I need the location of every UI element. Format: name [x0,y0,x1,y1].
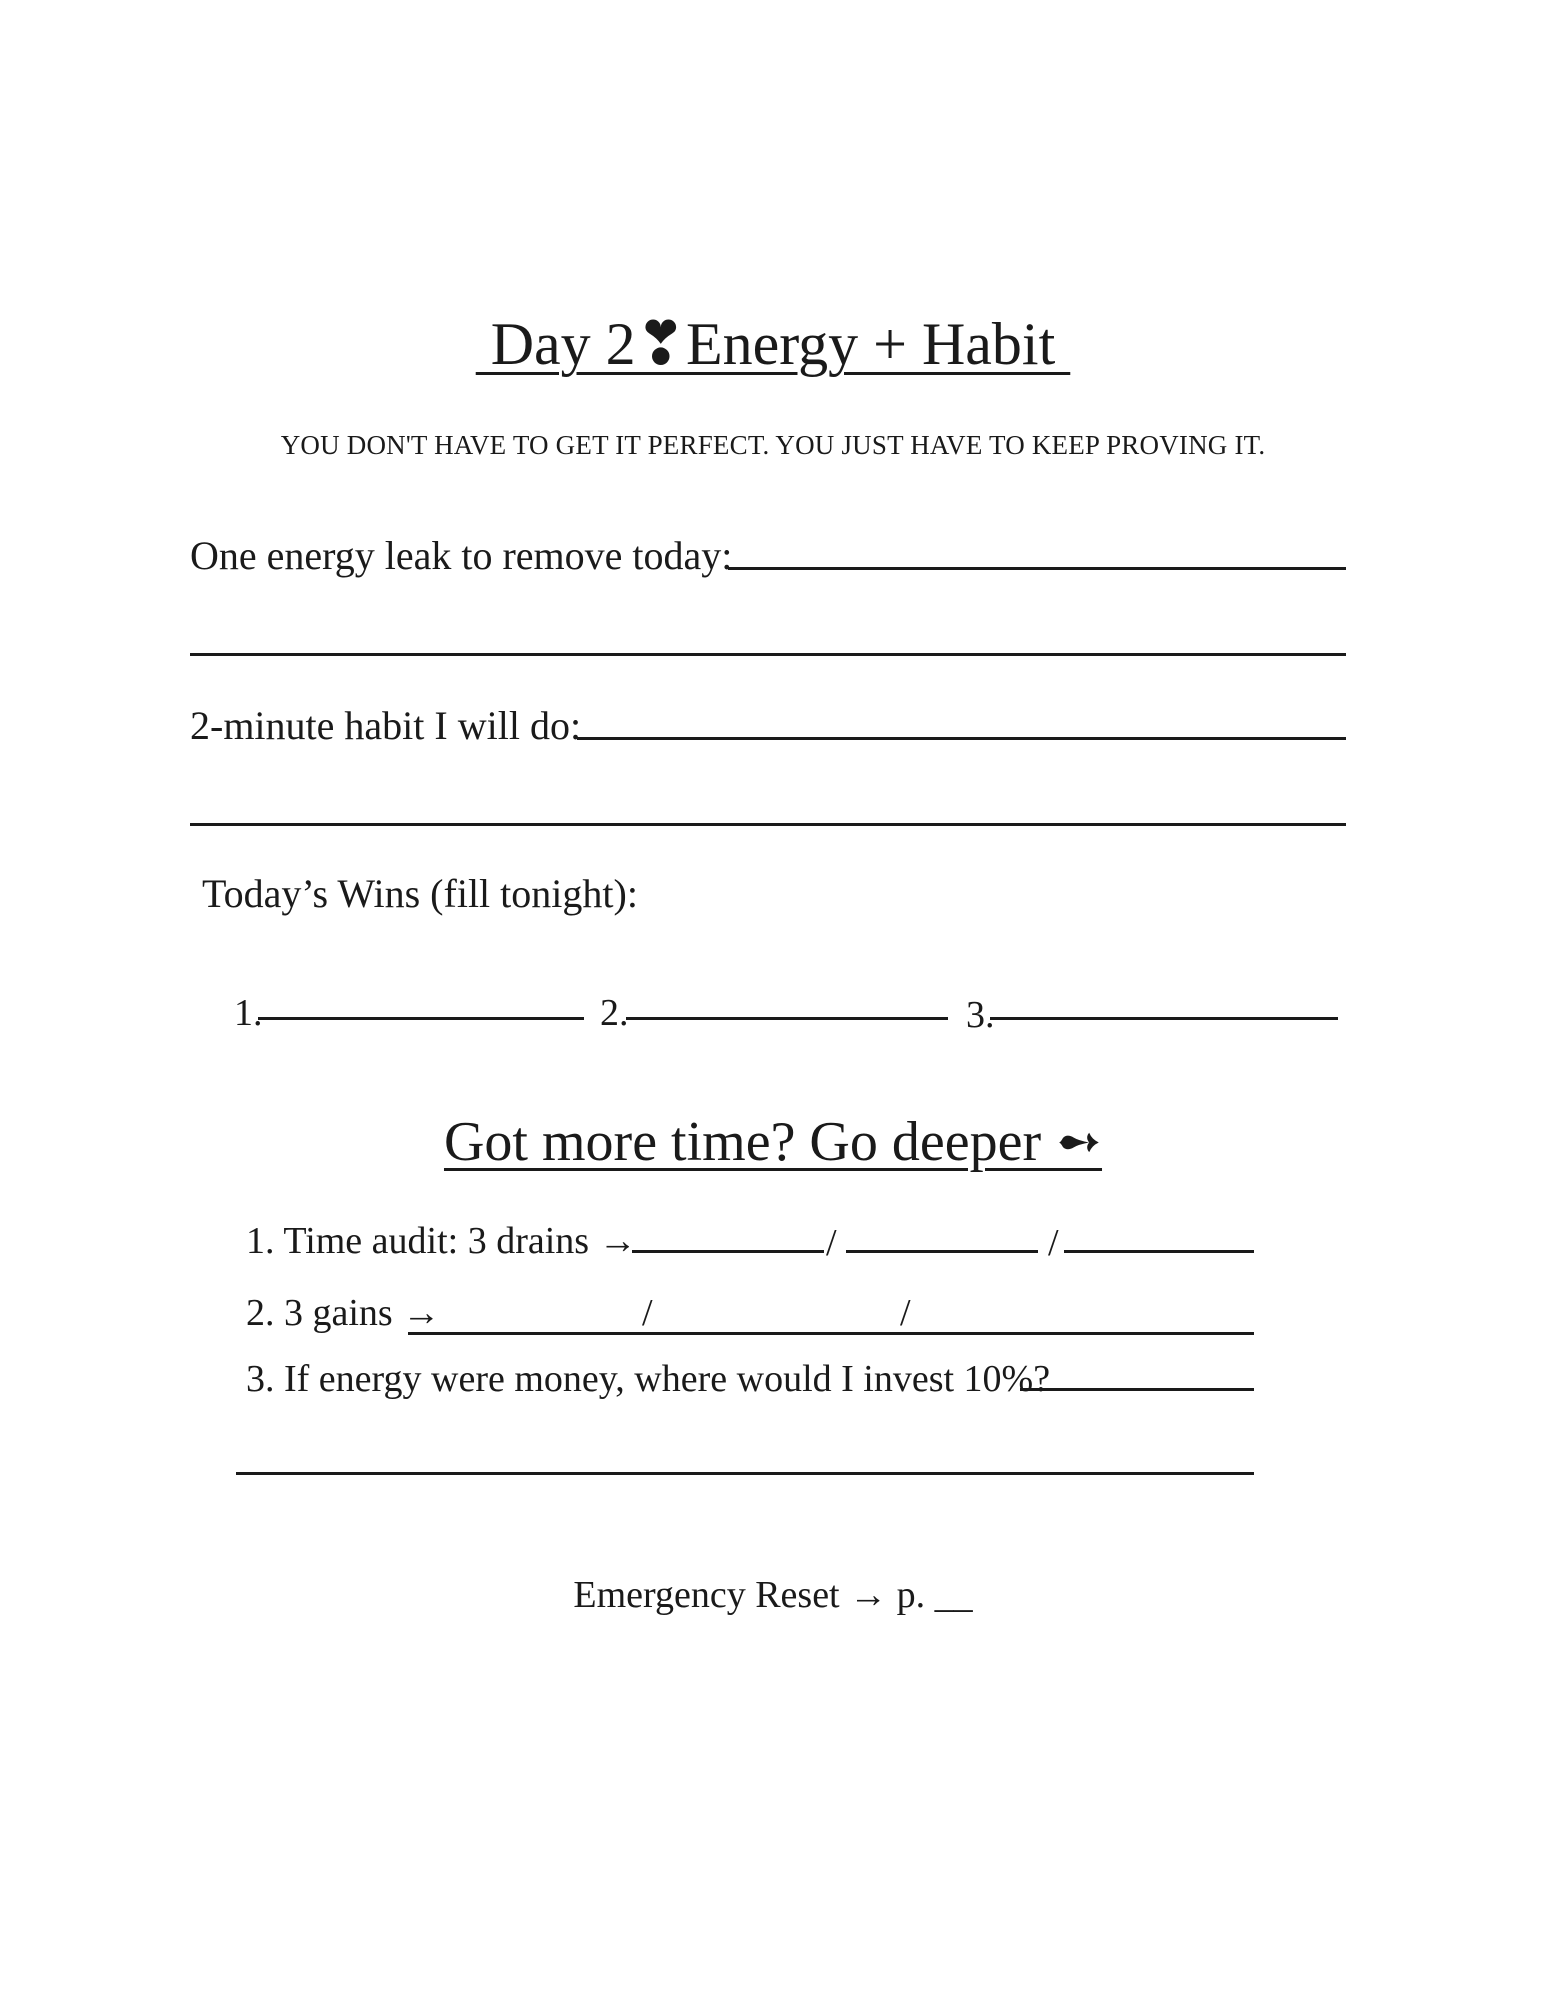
invest-question-label: 3. If energy were money, where would I invest 10%? [246,1358,1051,1400]
separator: / [1048,1222,1059,1264]
habit-field-continued[interactable] [190,823,1346,826]
invest-field[interactable] [1020,1388,1254,1391]
drain-2-field[interactable] [846,1250,1038,1253]
separator: / [642,1292,653,1334]
habit-field[interactable] [577,737,1346,740]
gains-field[interactable] [408,1332,1254,1335]
invest-field-continued[interactable] [236,1472,1254,1475]
energy-leak-field-continued[interactable] [190,653,1346,656]
win-3-field[interactable] [990,1017,1338,1020]
page-title: Day 2❣Energy + Habit [475,311,1071,377]
win-2-field[interactable] [626,1017,948,1020]
wins-label: Today’s Wins (fill tonight): [202,871,638,916]
energy-leak-field[interactable] [728,567,1346,570]
drain-1-field[interactable] [632,1250,824,1253]
go-deeper-heading: Got more time? Go deeper ➻ [443,1111,1103,1173]
habit-label: 2-minute habit I will do: [190,703,582,748]
win-2-number: 2. [600,992,629,1034]
drain-3-field[interactable] [1064,1250,1254,1253]
win-1-number: 1. [234,992,263,1034]
time-audit-label: 1. Time audit: 3 drains → [246,1220,637,1262]
win-1-field[interactable] [258,1017,584,1020]
gains-label: 2. 3 gains → [246,1292,441,1334]
separator: / [900,1292,911,1334]
emergency-reset-note: Emergency Reset → p. __ [573,1574,973,1616]
win-3-number: 3. [966,994,995,1036]
energy-leak-label: One energy leak to remove today: [190,533,733,578]
separator: / [826,1222,837,1264]
page-subtitle: YOU DON'T HAVE TO GET IT PERFECT. YOU JUST HAVE TO KEEP PROVING IT. [280,430,1266,460]
